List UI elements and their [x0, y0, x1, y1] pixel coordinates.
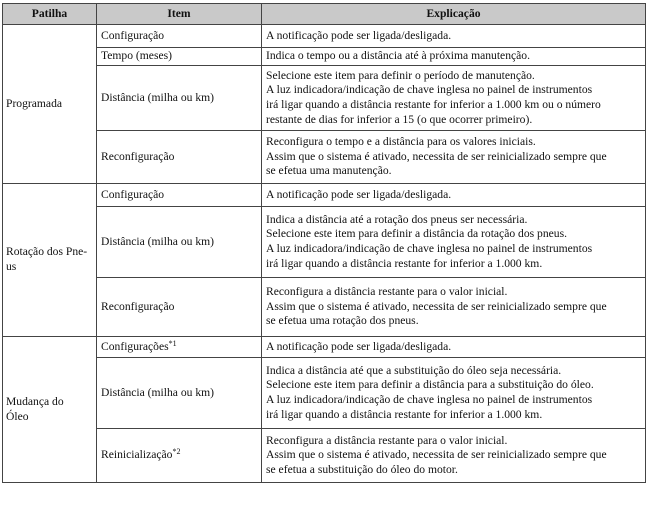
patilha-line: Rotação dos Pne- — [6, 245, 88, 259]
table-row — [3, 337, 646, 358]
explanation-line: Reconfigura o tempo e a distância para os valores iniciais. — [266, 135, 536, 149]
patilha-rotacao-pneus — [3, 184, 97, 337]
patilha-line: Óleo — [6, 409, 29, 423]
header-patilha: Patilha — [3, 4, 97, 25]
table-row — [3, 131, 646, 184]
explanation-line: restante de dias for inferior a 15 (o que ocorrer primeiro). — [266, 112, 533, 126]
explanation-cell — [262, 429, 646, 483]
item-cell: Distância (milha ou km) — [97, 66, 262, 131]
explanation-line: Reconfigura a distância restante para o valor inicial. — [266, 433, 508, 447]
explanation-cell — [262, 184, 646, 207]
table-row — [3, 358, 646, 429]
explanation-cell — [262, 25, 646, 48]
explanation-line: Assim que o sistema é ativado, necessita de ser reinicializado sempre que — [266, 299, 607, 313]
header-item: Item — [97, 4, 262, 25]
explanation-line: A luz indicadora/indicação de chave inglesa no painel de instrumentos — [266, 242, 593, 255]
patilha-line: Mudança do — [6, 394, 64, 408]
explanation-line: A luz indicadora/indicação de chave inglesa no painel de instrumentos — [266, 83, 593, 97]
explanation-line: Indica o tempo ou a distância até à próxima manutenção. — [266, 49, 530, 63]
explanation-line: Selecione este item para definir a distância para a substituição do óleo. — [266, 378, 594, 392]
explanation-line: Indica a distância até a rotação dos pneus ser necessária. — [266, 212, 528, 226]
item-cell: Reconfiguração — [97, 131, 262, 184]
item-cell: Distância (milha ou km) — [97, 207, 262, 278]
patilha-programada: Programada — [3, 25, 97, 184]
explanation-cell — [262, 337, 646, 358]
explanation-cell — [262, 358, 646, 429]
item-cell — [97, 429, 262, 483]
item-label: Reinicialização — [101, 448, 173, 462]
item-cell: Reconfiguração — [97, 278, 262, 337]
explanation-line: irá ligar quando a distância restante for inferior a 1.000 km. — [266, 256, 543, 270]
explanation-line: irá ligar quando a distância restante for inferior a 1.000 km ou o número — [266, 98, 601, 111]
explanation-line: Indica a distância até que a substituição do óleo seja necessária. — [266, 363, 562, 377]
patilha-mudanca-oleo — [3, 337, 97, 483]
item-cell: Configuração — [97, 184, 262, 207]
table-row — [3, 278, 646, 337]
maintenance-settings-table — [2, 3, 646, 483]
table-row — [3, 429, 646, 483]
explanation-line: A notificação pode ser ligada/desligada. — [266, 28, 452, 42]
item-cell: Distância (milha ou km) — [97, 358, 262, 429]
footnote-marker: *2 — [172, 447, 181, 457]
explanation-line: se efetua uma manutenção. — [266, 164, 392, 178]
item-cell: Configuração — [97, 25, 262, 48]
table-row — [3, 48, 646, 66]
item-label: Configurações — [101, 339, 169, 353]
table-row — [3, 184, 646, 207]
explanation-cell — [262, 278, 646, 337]
patilha-line: us — [6, 260, 17, 273]
explanation-line: se efetua a substituição do óleo do motor. — [266, 462, 458, 476]
footnote-marker: *1 — [168, 338, 177, 348]
header-explicacao: Explicação — [262, 4, 646, 25]
explanation-cell — [262, 131, 646, 184]
explanation-line: Assim que o sistema é ativado, necessita de ser reinicializado sempre que — [266, 448, 607, 462]
explanation-line: Reconfigura a distância restante para o valor inicial. — [266, 285, 508, 299]
table-row — [3, 66, 646, 131]
header-row — [3, 4, 646, 25]
explanation-line: Assim que o sistema é ativado, necessita de ser reinicializado sempre que — [266, 149, 607, 163]
explanation-line: A luz indicadora/indicação de chave inglesa no painel de instrumentos — [266, 393, 593, 406]
item-cell — [97, 337, 262, 358]
explanation-cell — [262, 66, 646, 131]
explanation-line: irá ligar quando a distância restante for inferior a 1.000 km. — [266, 407, 543, 421]
explanation-line: A notificação pode ser ligada/desligada. — [266, 339, 452, 353]
explanation-line: Selecione este item para definir a distância da rotação dos pneus. — [266, 227, 567, 241]
explanation-line: A notificação pode ser ligada/desligada. — [266, 187, 452, 201]
item-cell: Tempo (meses) — [97, 48, 262, 66]
explanation-line: se efetua uma rotação dos pneus. — [266, 314, 419, 328]
table-row — [3, 207, 646, 278]
explanation-line: Selecione este item para definir o período de manutenção. — [266, 68, 535, 82]
table-row — [3, 25, 646, 48]
explanation-cell — [262, 207, 646, 278]
explanation-cell — [262, 48, 646, 66]
